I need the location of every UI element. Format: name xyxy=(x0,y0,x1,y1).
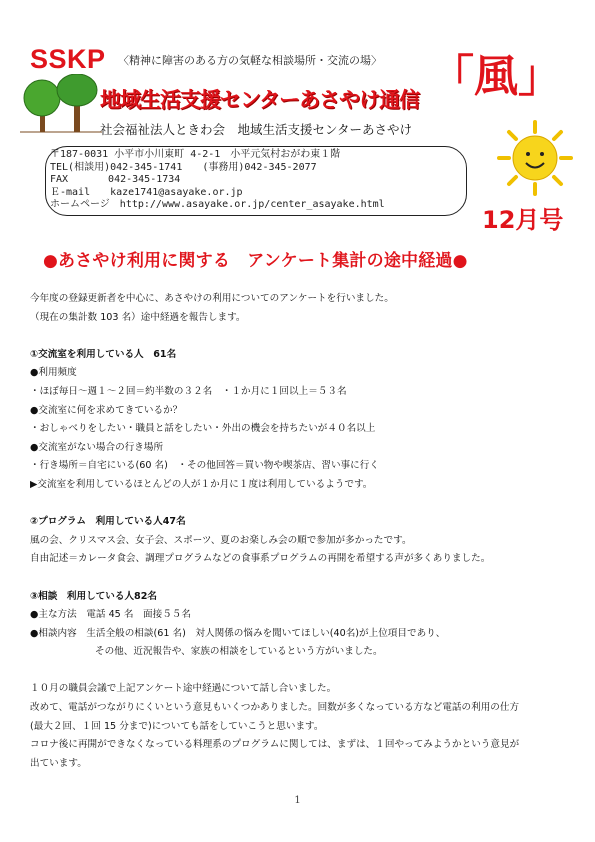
intro-line: （現在の集計数 103 名）途中経過を報告します。 xyxy=(30,311,246,323)
section-line: その他、近況報告や、家族の相談をしているという方がいました。 xyxy=(95,646,383,658)
homepage-line[interactable]: ホームページ http://www.asayake.or.jp/center_asayake.html xyxy=(50,199,385,210)
phone-line: TEL(相談用)042-345-1741 (事務用)042-345-2077 xyxy=(50,161,317,173)
section-line: ●主な方法 電話 45 名 面接５５名 xyxy=(30,609,191,621)
section-line: ・ほぼ毎日〜週１〜２回＝約半数の３２名 ・１か月に１回以上＝５３名 xyxy=(30,385,347,397)
section-line: ・行き場所＝自宅にいる(60 名) ・その他回答＝買い物や喫茶店、習い事に行く xyxy=(30,460,379,472)
issue-label: 12月号 xyxy=(482,206,564,234)
closing-line: 出ています。 xyxy=(30,757,87,769)
closing-line: 改めて、電話がつながりにくいという意見もいくつかありました。回数が多くなっている方など電話の利用の仕方 xyxy=(30,702,520,714)
address-line: 〒187-0031 小平市小川東町 4-2-1 小平元気村おがわ東１階 xyxy=(50,149,341,160)
article-body xyxy=(30,290,570,773)
closing-line: (最大２回、１回 15 分まで)についても話をしていこうと思います。 xyxy=(30,720,324,732)
email-line[interactable]: Ｅ-mail kaze1741@asayake.or.jp xyxy=(50,186,243,198)
tagline: 〈精神に障害のある方の気軽な相談場所・交流の場〉 xyxy=(118,54,382,67)
fax-line: FAX 042-345-1734 xyxy=(50,174,181,185)
closing-line: １０月の職員会議で上記アンケート途中経過について話し合いました。 xyxy=(30,683,337,695)
section-heading: ①交流室を利用している人 61名 xyxy=(30,348,177,360)
section-line: ▶交流室を利用しているほとんどの人が１か月に１度は利用しているようです。 xyxy=(30,478,373,490)
sun-icon xyxy=(495,118,575,198)
brand-logo-text: SSKP xyxy=(30,44,106,74)
contact-info xyxy=(50,149,385,212)
intro-line: 今年度の登録更新者を中心に、あさやけの利用についてのアンケートを行いました。 xyxy=(30,293,394,304)
section-line: 自由記述＝カレータ食会、調理プログラムなどの食事系プログラムの再開を希望する声が多くありました。 xyxy=(30,553,491,565)
section-line: ●交流室に何を求めてきているか？ xyxy=(30,404,183,416)
closing-line: コロナ後に再開ができなくなっている料理系のプログラムに関しては、まずは、１回やってみようかという意見が xyxy=(30,739,520,751)
section-line: 風の会、クリスマス会、女子会、スポーツ、夏のお楽しみ会の順で参加が多かったです。 xyxy=(30,534,412,546)
tree-icon xyxy=(20,74,102,136)
newsletter-title: 地域生活支援センターあさやけ通信 xyxy=(100,88,420,112)
section-heading: ③相談 利用している人82名 xyxy=(30,590,158,602)
page-number: 1 xyxy=(294,795,301,806)
kaze-title: 「風」 xyxy=(430,51,562,102)
article-headline: ●あさやけ利用に関する アンケート集計の途中経過● xyxy=(43,251,468,271)
section-heading: ②プログラム 利用している人47名 xyxy=(30,516,186,528)
section-line: ●交流室がない場合の行き場所 xyxy=(30,441,164,453)
organization-line: 社会福祉法人ときわ会 地域生活支援センターあさやけ xyxy=(100,122,413,137)
section-line: ・おしゃべりをしたい・職員と話をしたい・外出の機会を持ちたいが４０名以上 xyxy=(30,423,376,435)
section-line: ●利用頻度 xyxy=(30,367,77,379)
section-line: ●相談内容 生活全般の相談(61 名) 対人関係の悩みを聞いてほしい(40名)が上位項目であり、 xyxy=(30,627,446,639)
